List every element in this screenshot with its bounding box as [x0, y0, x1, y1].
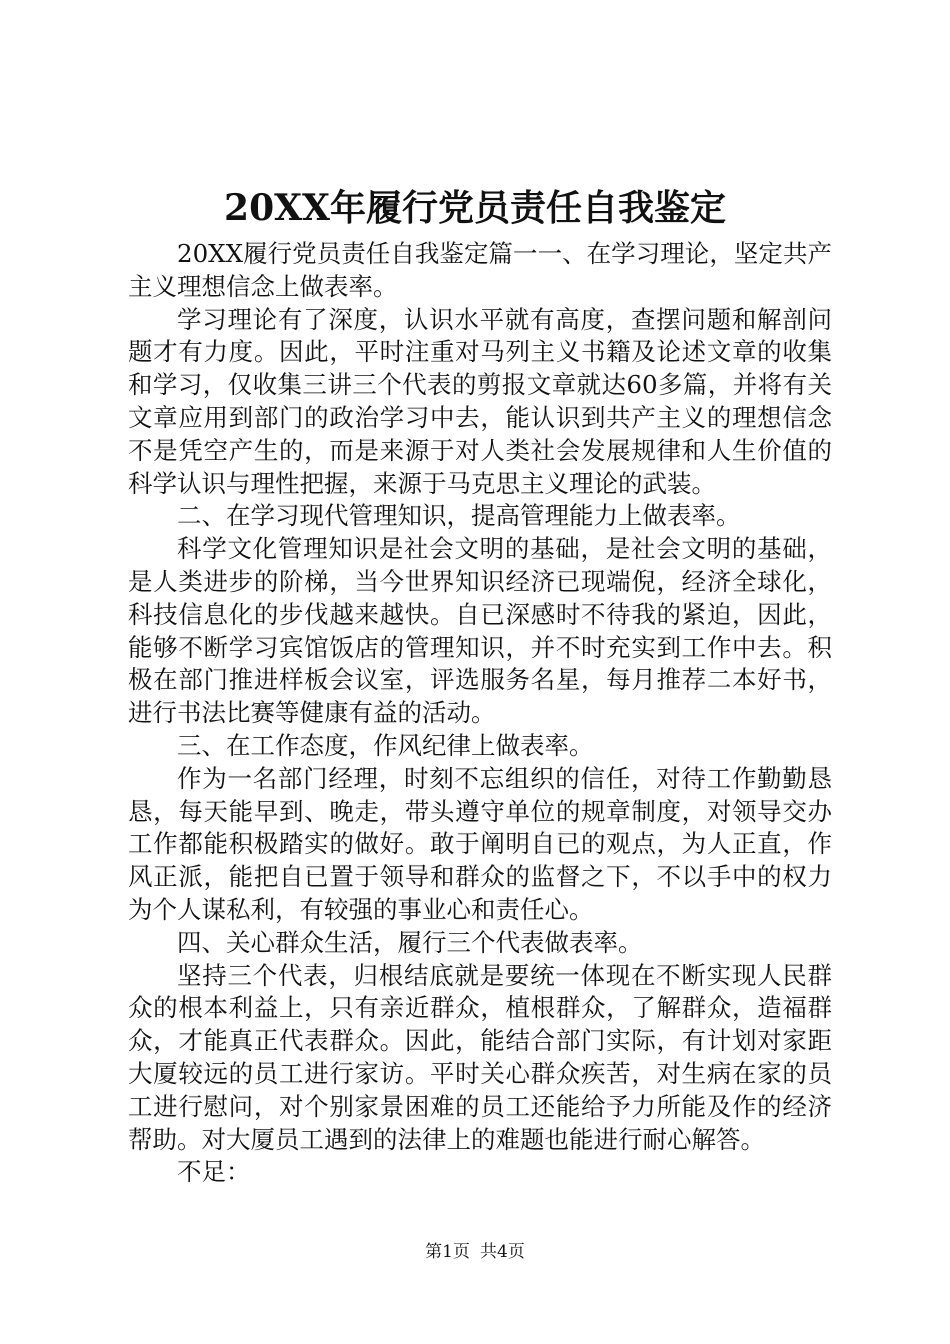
paragraph: 坚持三个代表，归根结底就是要统一体现在不断实现人民群众的根本利益上，只有亲近群众，植根群众，了解群众，造福群众，才能真正代表群众。因此，能结合部门实际，有计划对家距大厦较远的员工进行家访。平时关心群众疾苦，对生病在家的员工进行慰问，对个别家景困难的员工还能给予力所能及作的经济帮助。对大厦员工遇到的法律上的难题也能进行耐心解答。	[128, 960, 832, 1154]
paragraph: 三、在工作态度，作风纪律上做表率。	[177, 730, 594, 760]
paragraph: 四、关心群众生活，履行三个代表做表率。	[177, 927, 643, 957]
document-title: 20XX年履行党员责任自我鉴定	[224, 187, 726, 229]
document-body	[128, 238, 832, 1189]
paragraph: 二、在学习现代管理知识，提高管理能力上做表率。	[177, 501, 741, 531]
page-total: 共4页	[480, 1242, 525, 1262]
paragraph: 20XX履行党员责任自我鉴定篇一一、在学习理论，坚定共产主义理想信念上做表率。	[128, 239, 832, 301]
page-number: 第1页	[425, 1242, 470, 1262]
paragraph: 学习理论有了深度，认识水平就有高度，查摆问题和解剖问题才有力度。因此，平时注重对马列主义书籍及论述文章的收集和学习，仅收集三讲三个代表的剪报文章就达60多篇，并将有关文章应用到部门的政治学习中去，能认识到共产主义的理想信念不是凭空产生的，而是来源于对人类社会发展规律和人生价值的科学认识与理性把握，来源于马克思主义理论的武装。	[128, 304, 832, 498]
paragraph: 不足：	[177, 1157, 251, 1187]
paragraph: 作为一名部门经理，时刻不忘组织的信任，对待工作勤勤恳恳，每天能早到、晚走，带头遵守单位的规章制度，对领导交办工作都能积极踏实的做好。敢于阐明自已的观点，为人正直，作风正派，能把自已置于领导和群众的监督之下，不以手中的权力为个人谋私利，有较强的事业心和责任心。	[128, 763, 832, 924]
paragraph: 科学文化管理知识是社会文明的基础，是社会文明的基础，是人类进步的阶梯，当今世界知识经济已现端倪，经济全球化，科技信息化的步伐越来越快。自已深感时不待我的紧迫，因此，能够不断学习宾馆饭店的管理知识，并不时充实到工作中去。积极在部门推进样板会议室，评选服务名星，每月推荐二本好书，进行书法比赛等健康有益的活动。	[128, 534, 832, 728]
page-footer	[0, 1240, 950, 1264]
